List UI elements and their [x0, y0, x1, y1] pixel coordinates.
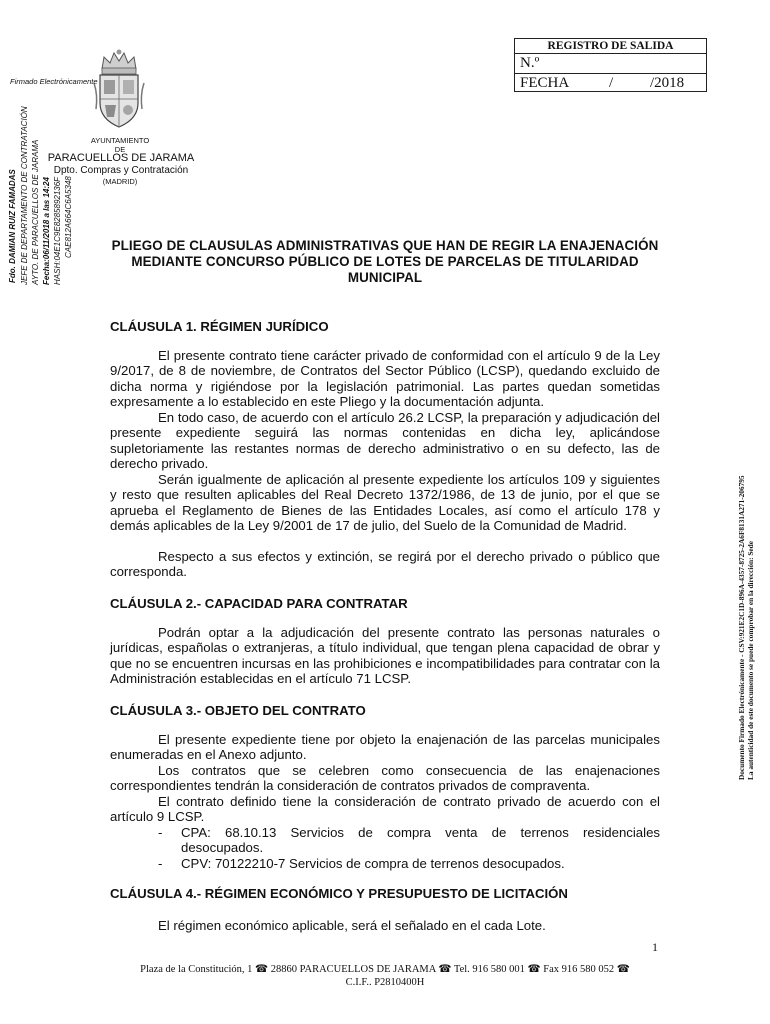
document-title: PLIEGO DE CLAUSULAS ADMINISTRATIVAS QUE HAN DE REGIR LA ENAJENACIÓN MEDIANTE CONCURSO PÚBLICO DE LOTES DE PARCELAS DE TITULARIDAD MUNICIPAL — [111, 238, 659, 285]
stamp-de: DE — [114, 145, 126, 154]
stamp-departamento: Dpto. Compras y Contratación — [53, 165, 189, 176]
clause-1-paragraph-1: El presente contrato tiene carácter privado de conformidad con el artículo 9 de la Ley 9/2017, de 8 de noviembre, de Contratos del Sector Público (LCSP), quedando excluido de dicha norma y rigiéndose por la legislación patrimonial. Las partes quedan sometidas expresamente a lo establecido en este Pliego y la documentación adjunta. — [110, 348, 660, 410]
clause-2-heading: CLÁUSULA 2.- CAPACIDAD PARA CONTRATAR — [110, 596, 408, 611]
stamp-ayuntamiento: AYUNTAMIENTO — [90, 136, 150, 145]
signature-org: AYTO. DE PARACUELLOS DE JARAMA — [31, 139, 40, 285]
clause-4-heading: CLÁUSULA 4.- RÉGIMEN ECONÓMICO Y PRESUPUESTO DE LICITACIÓN — [110, 886, 568, 901]
registro-salida-box — [514, 38, 707, 92]
stamp-municipio: PARACUELLOS DE JARAMA — [47, 152, 195, 164]
signature-name: Fdo. DAMIAN RUIZ FAMADAS — [8, 169, 17, 283]
clause-4-paragraph-1: El régimen económico aplicable, será el señalado en el cada Lote. — [158, 918, 546, 933]
signature-date: Fecha:06/11/2018 a las 14:24 — [42, 177, 51, 285]
registro-numero-label: N.º — [520, 55, 540, 71]
csv-authenticity-link[interactable]: La autenticidad de este documento se puede comprobar en la dirección: Sede — [746, 541, 755, 780]
clause-3-paragraph-1: El presente expediente tiene por objeto la enajenación de las parcelas municipales enumeradas en el Anexo adjunto. — [110, 732, 660, 763]
firmado-label: Firmado Electrónicamente — [10, 77, 98, 86]
signature-hash: HASH:04E1C9E8285892136F — [53, 176, 62, 285]
coat-of-arms-icon — [92, 47, 146, 131]
footer-address: Plaza de la Constitución, 1 ☎ 28860 PARACUELLOS DE JARAMA ☎ Tel. 916 580 001 ☎ Fax 916 580 052 ☎ — [140, 964, 630, 975]
page-number: 1 — [652, 940, 658, 954]
clause-2-paragraph-1: Podrán optar a la adjudicación del presente contrato las personas naturales o jurídicas, españolas o extranjeras, a título individual, que tengan plena capacidad de obrar y que no se encuentren incursas en las prohibiciones e incompatibilidades para contratar con la Administración establecidas en el artículo 71 LCSP. — [110, 625, 660, 687]
registro-fecha-label: FECHA — [520, 75, 570, 91]
clause-1-paragraph-3: Serán igualmente de aplicación al presente expediente los artículos 109 y siguientes y resto que resulten aplicables del Real Decreto 1372/1986, de 13 de junio, por el que se aprueba el Reglamento de Bienes de las Entidades Locales, así como el artículo 178 y demás aplicables de la Ley 9/2001 de 17 de julio, del Suelo de la Comunidad de Madrid. — [110, 472, 660, 534]
clause-3-paragraph-2: Los contratos que se celebren como consecuencia de las enajenaciones correspondientes tendrán la consideración de contratos privados de compraventa. — [110, 763, 660, 794]
clause-1-heading: CLÁUSULA 1. RÉGIMEN JURÍDICO — [110, 319, 329, 334]
page-footer — [60, 963, 710, 989]
registro-fecha-row — [515, 74, 706, 93]
clause-1-paragraph-4: Respecto a sus efectos y extinción, se regirá por el derecho privado o público que corresponda. — [110, 549, 660, 580]
signature-hash-continued: CAE812A664C6A5348 — [64, 176, 73, 258]
registro-numero-row — [515, 54, 706, 74]
registro-fecha-year: /2018 — [650, 75, 685, 91]
csv-verification-line: Documento Firmado Electrónicamente - CSV:921E2C1D-896A-4357-8725-2A6F8131A271-206795 — [737, 475, 746, 780]
footer-cif: C.I.F.. P2810400H — [345, 977, 425, 988]
clause-3-heading: CLÁUSULA 3.- OBJETO DEL CONTRATO — [110, 703, 366, 718]
clause-3-bullet-cpa: - CPA: 68.10.13 Servicios de compra venta de terrenos residenciales desocupados. — [158, 825, 660, 856]
stamp-madrid: (MADRID) — [102, 177, 138, 186]
signature-role: JEFE DE DEPARTAMENTO DE CONTRATACIÓN — [20, 106, 29, 285]
clause-1-paragraph-2: En todo caso, de acuerdo con el artículo 26.2 LCSP, la preparación y adjudicación del presente expediente seguirá las normas contenidas en dicha ley, aplicándose supletoriamente las restantes normas de derecho administrativo o en su defecto, las de derecho privado. — [110, 410, 660, 472]
registro-title: REGISTRO DE SALIDA — [515, 39, 706, 54]
registro-fecha-separator: / — [609, 75, 614, 91]
clause-3-bullet-cpv: - CPV: 70122210-7 Servicios de compra de terrenos desocupados. — [158, 856, 565, 871]
clause-3-paragraph-3: El contrato definido tiene la consideración de contrato privado de acuerdo con el artículo 9 LCSP. — [110, 794, 660, 825]
